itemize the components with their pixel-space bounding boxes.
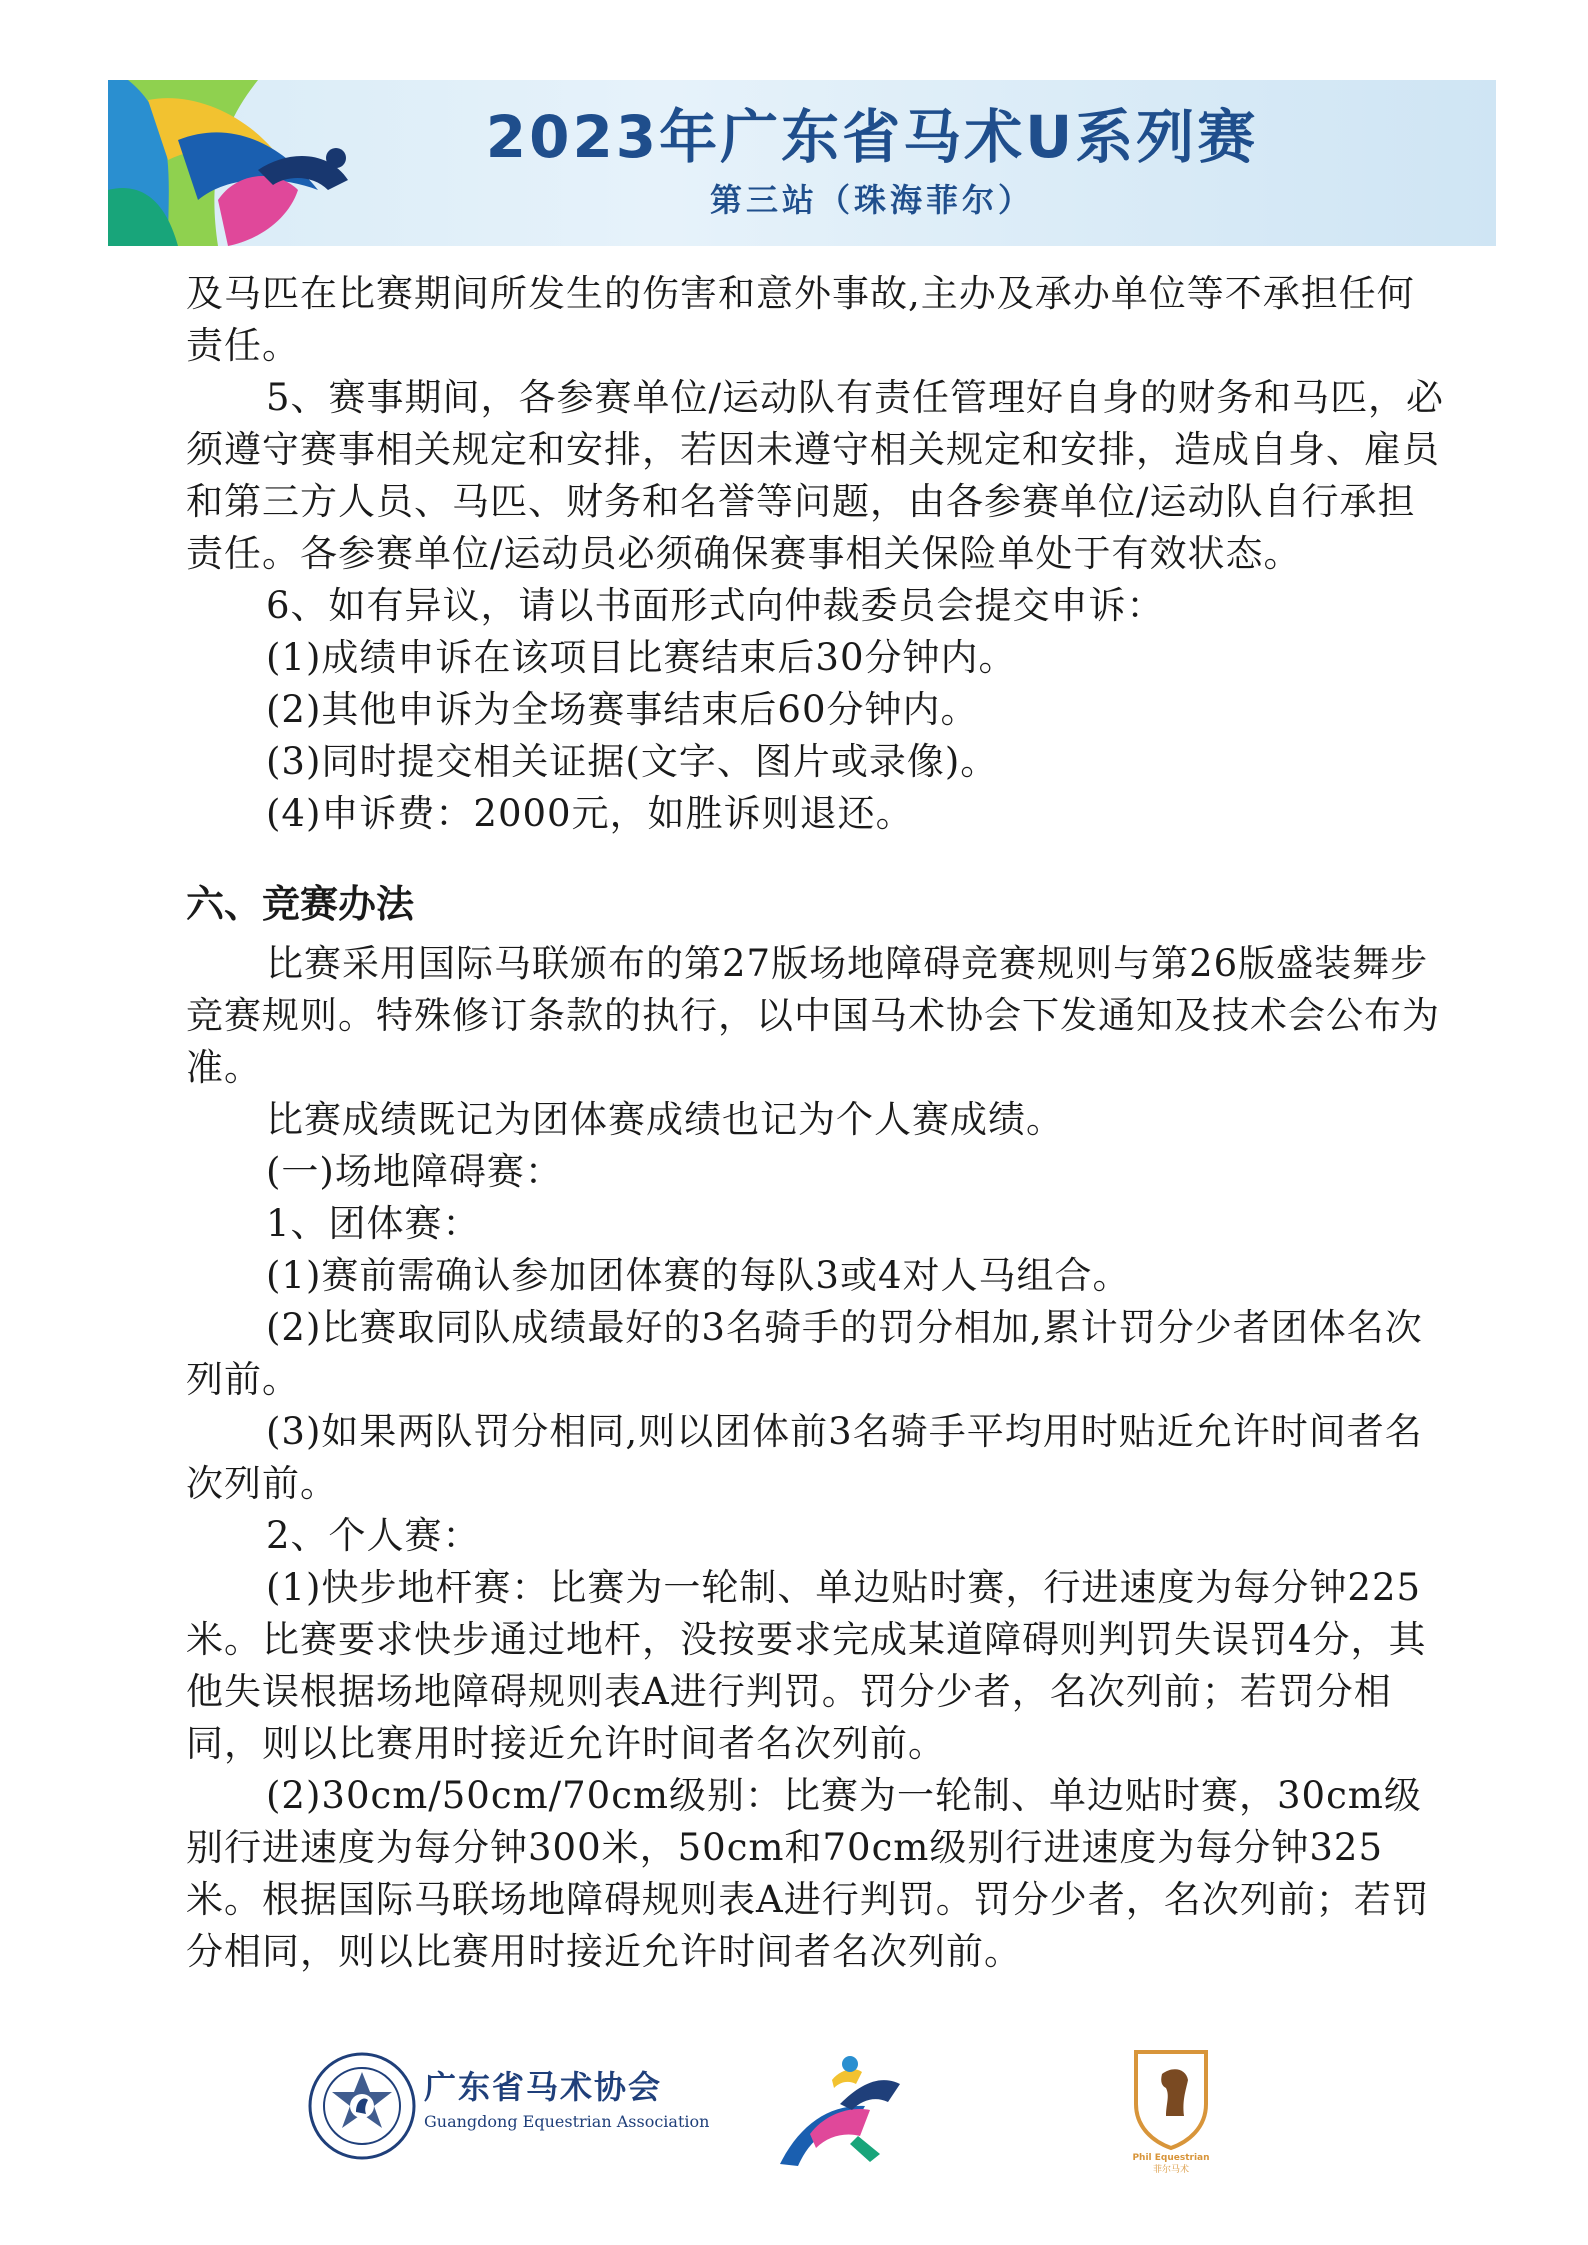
appeal-item-2: (2)其他申诉为全场赛事结束后60分钟内。 — [266, 688, 979, 731]
section-paragraph: 比赛成绩既记为团体赛成绩也记为个人赛成绩。 — [266, 1098, 1064, 1141]
phil-logo-cn-label: 菲尔马术 — [1152, 2165, 1190, 2174]
section-heading: 六、竞赛办法 — [186, 882, 415, 926]
phil-equestrian-logo-icon — [1126, 2044, 1216, 2174]
paragraph-continuation: 及马匹在比赛期间所发生的伤害和意外事故,主办及承办单位等不承担任何责任。 — [186, 272, 1415, 367]
paragraph-item-5: 5、赛事期间，各参赛单位/运动队有责任管理好自身的财务和马匹，必须遵守赛事相关规定和安排，若因未遵守相关规定和安排，造成自身、雇员和第三方人员、马匹、财务和名誉等问题，由各参赛单位/运动队自行承担责任。各参赛单位/运动员必须确保赛事相关保险单处于有效状态。 — [186, 376, 1445, 575]
section-paragraph: (2)30cm/50cm/70cm级别：比赛为一轮制、单边贴时赛，30cm级别行进速度为每分钟300米，50cm和70cm级别行进速度为每分钟325米。根据国际马联场地障碍规则表A进行判罚。罚分少者，名次列前；若罚分相同，则以比赛用时接近允许时间者名次列前。 — [186, 1774, 1430, 1973]
appeal-item-4: (4)申诉费：2000元，如胜诉则退还。 — [266, 792, 914, 835]
appeal-item-1: (1)成绩申诉在该项目比赛结束后30分钟内。 — [266, 636, 1017, 679]
document-body — [186, 268, 1446, 1978]
section-paragraph: (2)比赛取同队成绩最好的3名骑手的罚分相加,累计罚分少者团体名次列前。 — [186, 1306, 1423, 1401]
footer-logos — [0, 2040, 1588, 2180]
page-subtitle: 第三站（珠海菲尔） — [709, 181, 1034, 219]
association-seal-icon — [306, 2050, 418, 2162]
phil-logo-label: Phil Equestrian — [1132, 2153, 1210, 2163]
section-paragraph: (1)赛前需确认参加团体赛的每队3或4对人马组合。 — [266, 1254, 1131, 1297]
association-logo — [306, 2050, 710, 2170]
section-paragraph: (1)快步地杆赛：比赛为一轮制、单边贴时赛，行进速度为每分钟225米。比赛要求快步通过地杆，没按要求完成某道障碍则判罚失误罚4分，其他失误根据场地障碍规则表A进行判罚。罚分少者，名次列前；若罚分相同，则以比赛用时接近允许时间者名次列前。 — [186, 1566, 1427, 1765]
section-paragraph: 比赛采用国际马联颁布的第27版场地障碍竞赛规则与第26版盛装舞步竞赛规则。特殊修订条款的执行，以中国马术协会下发通知及技术会公布为准。 — [186, 942, 1440, 1089]
header-banner — [108, 80, 1496, 246]
equestrian-banner-art-icon — [108, 80, 408, 246]
section-paragraph: (3)如果两队罚分相同,则以团体前3名骑手平均用时贴近允许时间者名次列前。 — [186, 1410, 1423, 1505]
paragraph-item-6: 6、如有异议，请以书面形式向仲裁委员会提交申诉： — [266, 584, 1165, 627]
section-paragraph: (一)场地障碍赛： — [266, 1150, 563, 1193]
section-paragraph: 2、个人赛： — [266, 1514, 481, 1557]
appeal-item-3: (3)同时提交相关证据(文字、图片或录像)。 — [266, 740, 999, 783]
association-english-name: Guangdong Equestrian Association — [424, 2112, 710, 2131]
section-paragraph: 1、团体赛： — [266, 1202, 481, 1245]
page-title: 2023年广东省马术U系列赛 — [485, 103, 1259, 171]
horse-rider-logo-icon — [770, 2044, 910, 2174]
association-name: 广东省马术协会 — [424, 2068, 663, 2106]
